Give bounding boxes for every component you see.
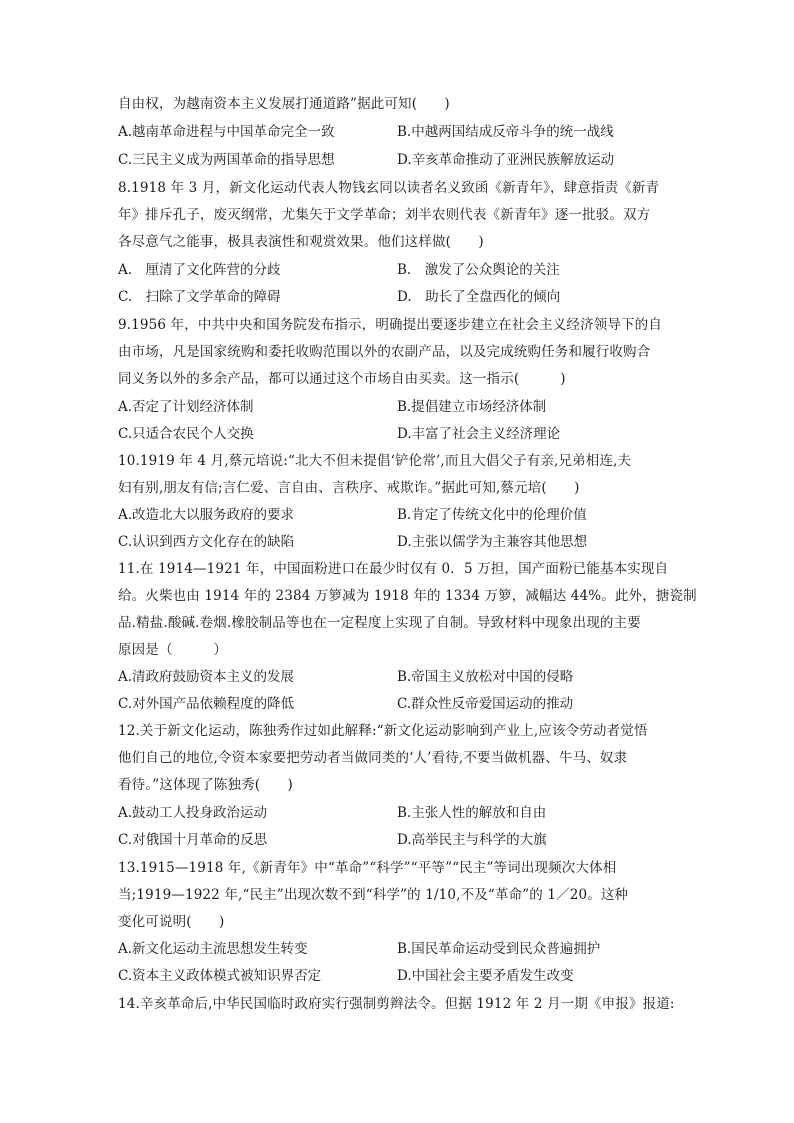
- q10-stem-line-1: 10.1919 年 4 月,蔡元培说:“北大不但未提倡‘铲伦常’,而且大倡父子有亲,兄弟相连,夫: [118, 453, 632, 469]
- q7-option-b: B.中越两国结成反帝斗争的统一战线: [397, 124, 614, 140]
- q9-option-a: A.否定了计划经济体制: [118, 399, 254, 415]
- q12-stem-line-2: 他们自己的地位,令资本家要把劳动者当做同类的‘人’看待,不要当做机器、牛马、奴隶: [118, 750, 628, 766]
- q10-stem-line-2: 妇有别,朋友有信;言仁爱、言自由、言秩序、戒欺诈。”据此可知,蔡元培( ): [118, 480, 580, 496]
- q8-stem-line-1: 8.1918 年 3 月，新文化运动代表人物钱玄同以读者名义致函《新青年》，肆意指责《新青: [118, 180, 660, 196]
- q13-option-d: D.中国社会主要矛盾发生改变: [397, 968, 574, 984]
- q11-option-a: A.清政府鼓励资本主义的发展: [118, 669, 295, 685]
- q13-option-a: A.新文化运动主流思想发生转变: [118, 941, 308, 957]
- q10-option-c: C.认识到西方文化存在的缺陷: [118, 534, 295, 550]
- q12-option-d: D.高举民主与科学的大旗: [397, 832, 547, 848]
- q10-option-a: A.改造北大以服务政府的要求: [118, 507, 295, 523]
- q8-stem-line-3: 各尽意气之能事，极具表演性和观赏效果。他们这样做( ): [118, 234, 484, 250]
- q11-option-c: C.对外国产品依赖程度的降低: [118, 696, 295, 712]
- q11-stem-line-4: 原因是（ ）: [118, 642, 228, 658]
- q14-stem-line-1: 14.辛亥革命后,中华民国临时政府实行强制剪辫法令。但据 1912 年 2 月一期《申报》报道:: [118, 996, 675, 1012]
- q12-option-b: B.主张人性的解放和自由: [397, 805, 547, 821]
- q7-option-c: C.三民主义成为两国革命的指导思想: [118, 152, 335, 168]
- q9-stem-line-2: 由市场，凡是国家统购和委托收购范围以外的农副产品，以及完成统购任务和履行收购合: [118, 344, 651, 360]
- q13-option-c: C.资本主义政体模式被知识界否定: [118, 968, 322, 984]
- q7-stem-tail: 自由权，为越南资本主义发展打通道路”据此可知( ): [118, 96, 450, 112]
- q12-stem-line-3: 看待。”这体现了陈独秀( ): [118, 777, 293, 793]
- q7-option-a: A.越南革命进程与中国革命完全一致: [118, 124, 335, 140]
- q13-stem-line-1: 13.1915—1918 年,《新青年》中“革命”“科学”“平等”“民主”等词出现频次大体相: [118, 860, 617, 876]
- q9-option-c: C.只适合农民个人交换: [118, 426, 254, 442]
- q8-option-a: A. 厘清了文化阵营的分歧: [118, 262, 281, 278]
- q9-option-d: D.丰富了社会主义经济理论: [397, 426, 561, 442]
- q12-stem-line-1: 12.关于新文化运动，陈独秀作过如此解释:“新文化运动影响到产业上,应该令劳动者觉悟: [118, 723, 648, 739]
- q8-stem-line-2: 年》排斥孔子，废灭纲常，尤集矢于文学革命；刘半农则代表《新青年》逐一批驳。双方: [118, 207, 651, 223]
- q9-option-b: B.提倡建立市场经济体制: [397, 399, 547, 415]
- q11-stem-line-3: 品.精盐.酸碱.卷烟.橡胶制品等也在一定程度上实现了自制。导致材料中现象出现的主要: [118, 615, 641, 631]
- q12-option-a: A.鼓动工人投身政治运动: [118, 805, 268, 821]
- q9-stem-line-3: 同义务以外的多余产品，都可以通过这个市场自由买卖。这一指示( ): [118, 371, 566, 387]
- q12-option-c: C.对俄国十月革命的反思: [118, 832, 268, 848]
- q10-option-d: D.主张以儒学为主兼容其他思想: [397, 534, 588, 550]
- q11-stem-line-1: 11.在 1914—1921 年，中国面粉进口在最少时仅有 0．5 万担，国产面粉已能基本实现自: [118, 561, 669, 577]
- q7-option-d: D.辛亥革命推动了亚洲民族解放运动: [397, 152, 615, 168]
- q13-stem-line-2: 当;1919—1922 年,“民主”出现次数不到“科学”的 1/10,不及“革命”的 1／20。这种: [118, 887, 629, 903]
- q8-option-c: C. 扫除了文学革命的障碍: [118, 289, 281, 305]
- q11-option-b: B.帝国主义放松对中国的侵略: [397, 669, 574, 685]
- q8-option-b: B. 激发了公众舆论的关注: [397, 262, 560, 278]
- q8-option-d: D. 助长了全盘西化的倾向: [397, 289, 561, 305]
- q9-stem-line-1: 9.1956 年，中共中央和国务院发布指示，明确提出要逐步建立在社会主义经济领导下的自: [118, 317, 662, 333]
- q10-option-b: B.肯定了传统文化中的伦理价值: [397, 507, 587, 523]
- q11-stem-line-2: 给。火柴也由 1914 年的 2384 万箩减为 1918 年的 1334 万箩，减幅达 44%。此外，搪瓷制: [118, 588, 697, 604]
- q13-stem-line-3: 变化可说明( ): [118, 914, 225, 930]
- q13-option-b: B.国民革命运动受到民众普遍拥护: [397, 941, 601, 957]
- q11-option-d: C.群众性反帝爱国运动的推动: [397, 696, 574, 712]
